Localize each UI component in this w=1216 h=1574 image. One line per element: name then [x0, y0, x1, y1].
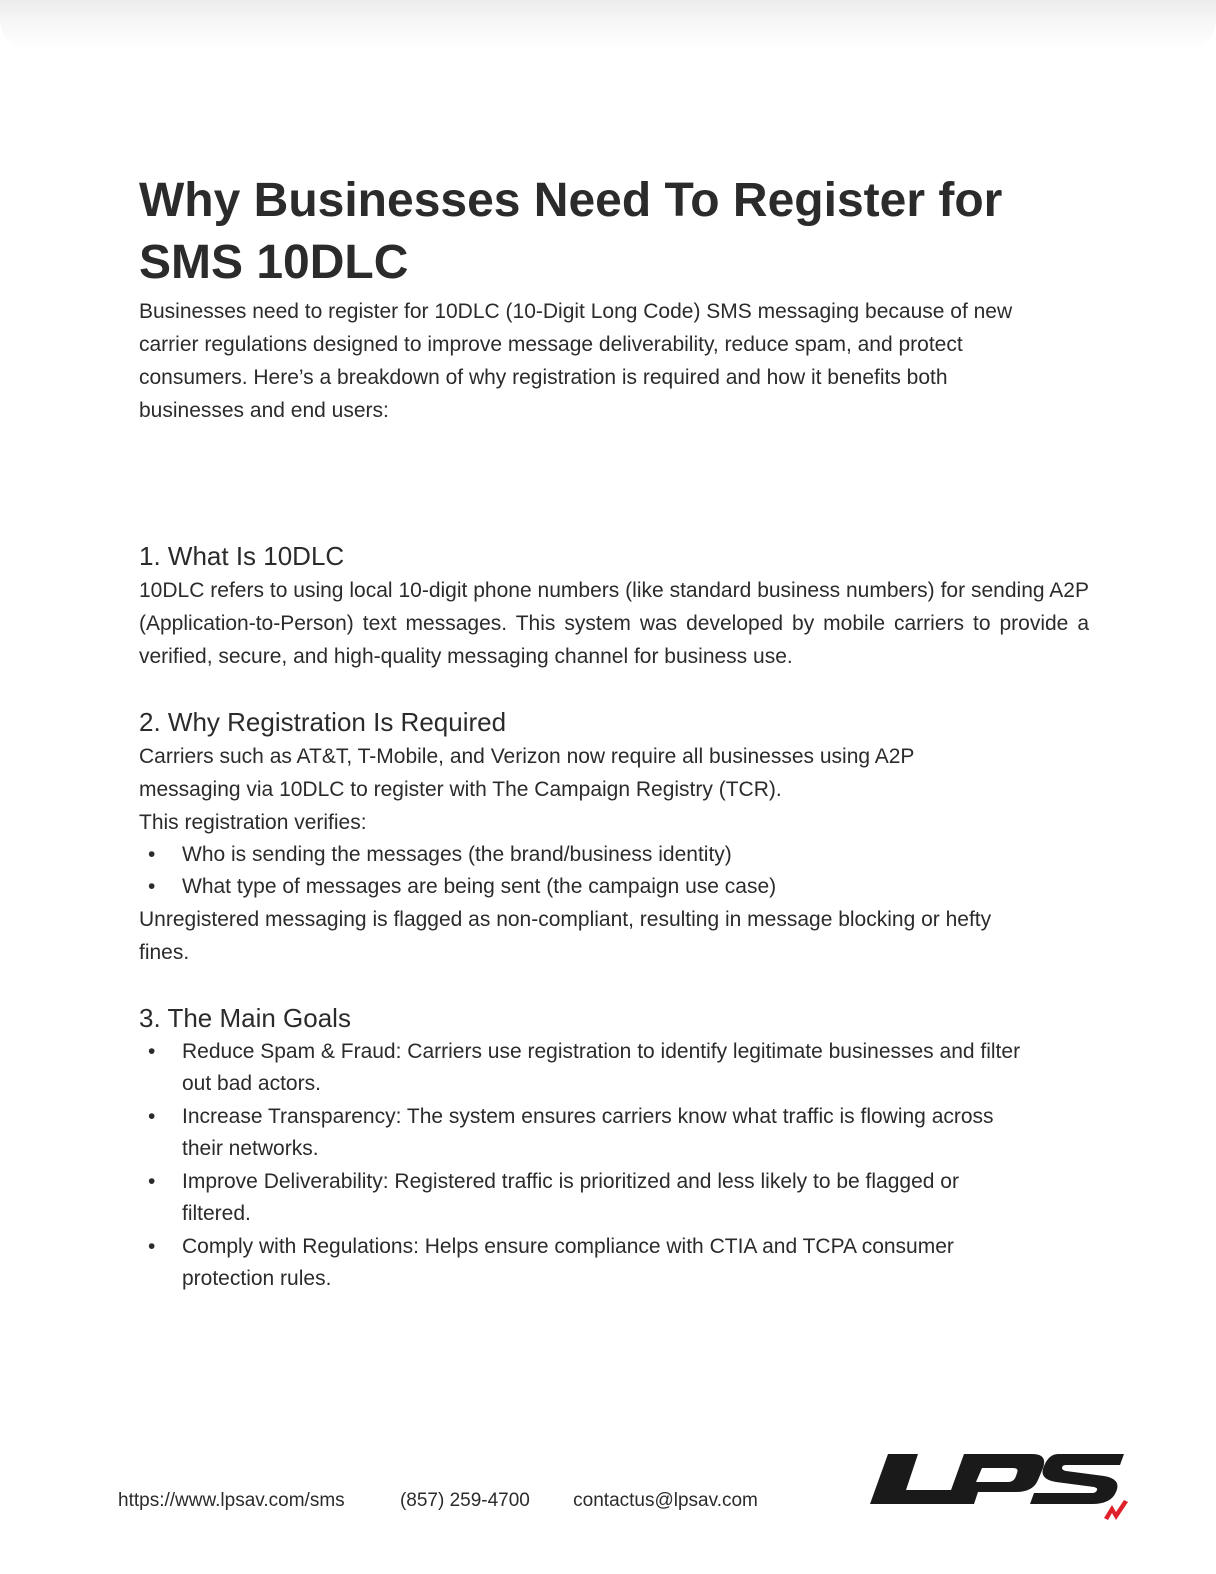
list-item-text: What type of messages are being sent (the campaign use case) — [182, 875, 777, 898]
bullet-marker: • — [148, 843, 156, 866]
section-heading-what: 1. What Is 10DLC — [139, 541, 345, 571]
lps-logo-wordmark — [870, 1454, 1124, 1504]
list-item — [139, 839, 1032, 871]
verifies-list — [139, 839, 1089, 903]
page-top-shadow — [0, 0, 1216, 50]
section-closing-why: Unregistered messaging is flagged as non-compliant, resulting in message blocking or hefty fines. — [139, 908, 992, 964]
bullet-marker: • — [148, 1235, 156, 1258]
lps-logo-accent — [1104, 1500, 1128, 1520]
document-content — [139, 170, 1089, 1296]
list-item — [139, 871, 1032, 903]
section-body-why: Carriers such as AT&T, T-Mobile, and Verizon now require all businesses using A2P messaging via 10DLC to register with The Campaign Registry (TCR). — [139, 745, 915, 801]
footer-phone[interactable]: (857) 259-4700 — [399, 1490, 530, 1511]
footer-website-link[interactable]: https://www.lpsav.com/sms — [118, 1490, 345, 1511]
bullet-marker: • — [148, 1105, 156, 1128]
section-body-what: 10DLC refers to using local 10-digit phone numbers (like standard business numbers) for sending A2P (Application-to-Person) text messages. This system was developed by mobile carriers to provide a verified, secure, and high-quality messaging channel for business use. — [139, 579, 1089, 668]
bullet-marker: • — [148, 1040, 156, 1063]
list-item — [139, 1231, 1032, 1295]
list-item-text: Improve Deliverability: Registered traffic is prioritized and less likely to be flagged or filtered. — [182, 1170, 959, 1225]
intro-paragraph: Businesses need to register for 10DLC (10-Digit Long Code) SMS messaging because of new carrier regulations designed to improve message deliverability, reduce spam, and protect consumers. Here’s a breakdown of why registration is required and how it benefits both businesses and end users: — [139, 300, 1013, 422]
bullet-marker: • — [148, 875, 156, 898]
list-item-text: Comply with Regulations: Helps ensure compliance with CTIA and TCPA consumer protection rules. — [182, 1235, 954, 1290]
verifies-label: This registration verifies: — [139, 811, 367, 834]
list-item — [139, 1166, 1032, 1230]
list-item — [139, 1101, 1032, 1165]
lps-logo — [866, 1448, 1136, 1520]
list-item-text: Increase Transparency: The system ensures carriers know what traffic is flowing across their networks. — [182, 1105, 994, 1160]
list-item — [139, 1036, 1032, 1100]
footer-contact — [118, 1490, 758, 1512]
page-title: Why Businesses Need To Register for SMS 10DLC — [139, 174, 1003, 289]
section-heading-why: 2. Why Registration Is Required — [139, 707, 507, 737]
list-item-text: Who is sending the messages (the brand/business identity) — [182, 843, 732, 866]
section-heading-goals: 3. The Main Goals — [139, 1003, 351, 1033]
bullet-marker: • — [148, 1170, 156, 1193]
footer-email-link[interactable]: contactus@lpsav.com — [573, 1490, 758, 1511]
goals-list — [139, 1036, 1089, 1295]
list-item-text: Reduce Spam & Fraud: Carriers use registration to identify legitimate businesses and filter out bad actors. — [182, 1040, 1021, 1095]
